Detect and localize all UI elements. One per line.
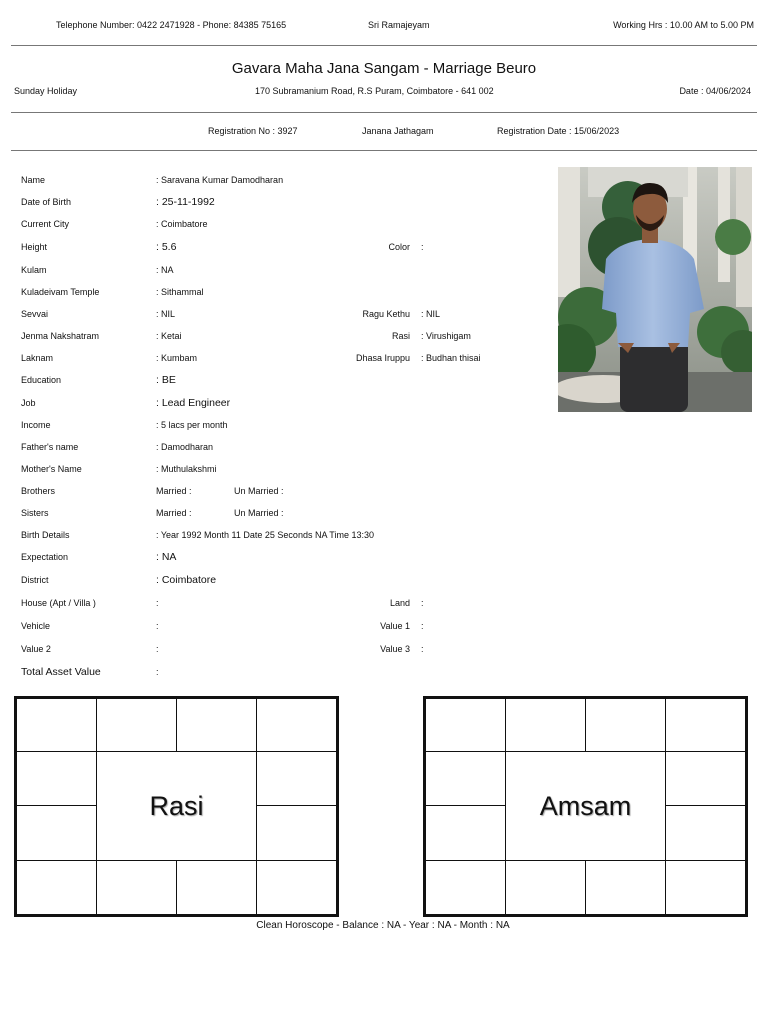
dob-value: : 25-11-1992 [156, 196, 215, 208]
rasi-house [96, 860, 177, 915]
horoscope-balance: Clean Horoscope - Balance : NA - Year : NA - Month : NA [256, 920, 510, 931]
amsam-house [425, 805, 506, 861]
amsam-house [425, 698, 506, 752]
rasi-house [256, 805, 337, 861]
rasi-house [256, 751, 337, 806]
height-label: Height [21, 242, 48, 252]
rasi-house [256, 698, 337, 752]
brothers-label: Brothers [21, 486, 56, 496]
temple-label: Kuladeivam Temple [21, 287, 100, 297]
house-value: : [156, 598, 159, 608]
amsam-house [585, 860, 666, 915]
father-value: : Damodharan [156, 442, 214, 452]
profile-photo [558, 167, 752, 412]
rasi-house [16, 698, 97, 752]
district-label: District [21, 575, 49, 585]
house-label: House (Apt / Villa ) [21, 598, 96, 608]
registration-date: Registration Date : 15/06/2023 [497, 126, 620, 136]
value3-value: : [421, 644, 424, 654]
rasi-house [176, 860, 257, 915]
amsam-house [585, 698, 666, 752]
dhasa-label: Dhasa Iruppu [355, 353, 410, 363]
dhasa-value: : Budhan thisai [421, 353, 481, 363]
education-label: Education [21, 375, 62, 385]
total-asset-label: Total Asset Value [21, 666, 101, 678]
rasi-chart [14, 696, 339, 917]
job-value: : Lead Engineer [156, 397, 231, 409]
birth-details-label: Birth Details [21, 530, 70, 540]
mother-value: : Muthulakshmi [156, 464, 217, 474]
rasi-label: Rasi [391, 331, 410, 341]
brothers-unmarried: Un Married : [234, 486, 284, 496]
amsam-house [425, 751, 506, 806]
working-hours: Working Hrs : 10.00 AM to 5.00 PM [613, 20, 754, 30]
land-value: : [421, 598, 424, 608]
registration-type: Janana Jathagam [362, 126, 434, 136]
kulam-label: Kulam [21, 265, 47, 275]
amsam-house [505, 860, 586, 915]
height-value: : 5.6 [156, 241, 177, 253]
city-label: Current City [21, 219, 70, 229]
rasi-value: : Virushigam [421, 331, 471, 341]
education-value: : BE [156, 374, 176, 386]
blessing-text: Sri Ramajeyam [368, 20, 430, 30]
temple-value: : Sithammal [156, 287, 204, 297]
kulam-value: : NA [156, 265, 174, 275]
sisters-married: Married : [156, 508, 192, 518]
value3-label: Value 3 [380, 644, 410, 654]
brothers-married: Married : [156, 486, 192, 496]
sisters-label: Sisters [21, 508, 49, 518]
print-date: Date : 04/06/2024 [679, 86, 751, 96]
sevvai-label: Sevvai [21, 309, 49, 319]
rasi-house [16, 860, 97, 915]
expectation-label: Expectation [21, 552, 69, 562]
amsam-chart [423, 696, 748, 917]
expectation-value: : NA [156, 551, 177, 563]
registration-number: Registration No : 3927 [208, 126, 298, 136]
mother-label: Mother's Name [21, 464, 82, 474]
laknam-value: : Kumbam [156, 353, 198, 363]
income-value: : 5 lacs per month [156, 420, 228, 430]
ragu-kethu-label: Ragu Kethu [362, 309, 410, 319]
nakshatram-label: Jenma Nakshatram [21, 331, 100, 341]
page-title: Gavara Maha Jana Sangam - Marriage Beuro [231, 60, 537, 77]
birth-details-value: : Year 1992 Month 11 Date 25 Seconds NA Time 13:30 [156, 530, 374, 540]
ragu-kethu-value: : NIL [421, 309, 441, 319]
vehicle-label: Vehicle [21, 621, 51, 631]
value2-value: : [156, 644, 159, 654]
value2-label: Value 2 [21, 644, 51, 654]
name-value: : Saravana Kumar Damodharan [156, 175, 284, 185]
sevvai-value: : NIL [156, 309, 176, 319]
rasi-house [256, 860, 337, 915]
amsam-house [665, 860, 746, 915]
rasi-house [16, 805, 97, 861]
rasi-house [176, 698, 257, 752]
total-asset-value: : [156, 667, 159, 677]
amsam-chart-title: Amsam [505, 751, 666, 861]
sisters-unmarried: Un Married : [234, 508, 284, 518]
laknam-label: Laknam [21, 353, 54, 363]
vehicle-value: : [156, 621, 159, 631]
value1-value: : [421, 621, 424, 631]
divider-top [11, 45, 757, 46]
nakshatram-value: : Ketai [156, 331, 182, 341]
divider-header [11, 112, 757, 113]
holiday-text: Sunday Holiday [14, 86, 78, 96]
telephone-info: Telephone Number: 0422 2471928 - Phone: 84385 75165 [56, 20, 287, 30]
color-value: : [421, 242, 424, 252]
father-label: Father's name [21, 442, 79, 452]
divider-registration [11, 150, 757, 151]
amsam-house [665, 805, 746, 861]
color-label: Color [388, 242, 410, 252]
amsam-house [505, 698, 586, 752]
income-label: Income [21, 420, 51, 430]
amsam-house [425, 860, 506, 915]
rasi-house [96, 698, 177, 752]
rasi-house [16, 751, 97, 806]
dob-label: Date of Birth [21, 197, 72, 207]
job-label: Job [21, 398, 36, 408]
land-label: Land [389, 598, 410, 608]
district-value: : Coimbatore [156, 574, 217, 586]
value1-label: Value 1 [380, 621, 410, 631]
amsam-house [665, 698, 746, 752]
name-label: Name [21, 175, 46, 185]
city-value: : Coimbatore [156, 219, 208, 229]
rasi-chart-title: Rasi [96, 751, 257, 861]
address-text: 170 Subramanium Road, R.S Puram, Coimbatore - 641 002 [255, 86, 494, 96]
amsam-house [665, 751, 746, 806]
